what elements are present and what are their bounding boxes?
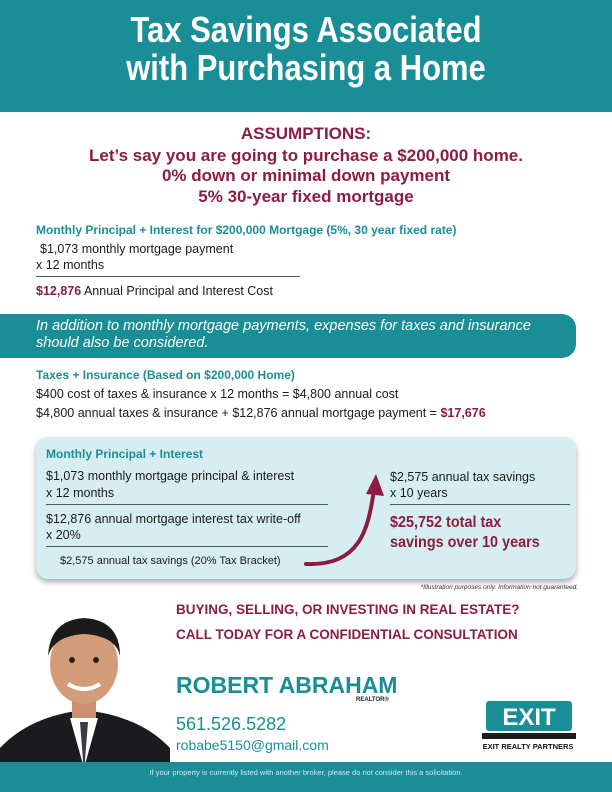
- calc-line-savings: $2,575 annual tax savings (20% Tax Bracket): [60, 555, 281, 567]
- cta-line-1: BUYING, SELLING, OR INVESTING IN REAL ESTATE?: [176, 602, 520, 617]
- calc-line-percent: x 20%: [46, 528, 81, 542]
- calc-right-years: x 10 years: [390, 486, 448, 500]
- mortgage-line-payment: $1,073 monthly mortgage payment: [40, 242, 234, 256]
- mortgage-heading: Monthly Principal + Interest for $200,000 Mortgage (5%, 30 year fixed rate): [36, 223, 457, 237]
- assumption-down-payment: 0% down or minimal down payment: [161, 166, 451, 185]
- mortgage-line-months: x 12 months: [36, 258, 105, 272]
- agent-name: ROBERT ABRAHAM: [176, 672, 398, 698]
- footer-bar: [0, 762, 612, 792]
- total-savings-result: [390, 513, 552, 553]
- logo-mark: EXIT: [502, 704, 556, 731]
- taxes-heading: Taxes + Insurance (Based on $200,000 Home): [36, 368, 295, 382]
- calc-right-savings: $2,575 annual tax savings: [390, 470, 536, 484]
- assumption-mortgage-type: 5% 30-year fixed mortgage: [198, 187, 414, 206]
- calc-right-divider: [390, 504, 570, 505]
- page-title: [43, 10, 569, 88]
- taxes-total-value: $17,676: [440, 406, 486, 420]
- assumption-price: Let’s say you are going to purchase a $200,000 home.: [89, 146, 523, 165]
- agent-title: REALTOR®: [356, 697, 389, 703]
- mortgage-total-value: $12,876: [36, 284, 82, 298]
- mortgage-divider: [36, 276, 300, 277]
- logo-company-name: EXIT REALTY PARTNERS: [482, 742, 574, 751]
- footer-notice: If your property is currently listed with another broker, please do not consider this a solicitation.: [149, 768, 463, 777]
- calc-divider-1: [46, 504, 328, 505]
- assumptions-heading: ASSUMPTIONS:: [240, 124, 372, 143]
- taxes-line-annual: $400 cost of taxes & insurance x 12 months = $4,800 annual cost: [36, 387, 399, 401]
- title-line-2: with Purchasing a Home: [126, 47, 486, 88]
- calc-heading: Monthly Principal + Interest: [46, 447, 204, 461]
- agent-email[interactable]: robabe5150@gmail.com: [176, 737, 329, 753]
- mortgage-total-label: Annual Principal and Interest Cost: [81, 284, 273, 298]
- cta-line-2: CALL TODAY FOR A CONFIDENTIAL CONSULTATION: [176, 627, 518, 642]
- taxes-total-prefix: $4,800 annual taxes & insurance + $12,876 annual mortgage payment =: [36, 406, 441, 420]
- info-banner-text: In addition to monthly mortgage payments, expenses for taxes and insurance should also be considered.: [36, 318, 531, 351]
- calc-divider-2: [46, 546, 328, 547]
- illustration-disclaimer: *Illustration purposes only. Information not guaranteed.: [420, 584, 578, 591]
- growth-arrow-icon: [300, 468, 396, 572]
- result-line-1: $25,752 total tax: [390, 514, 502, 531]
- result-line-2: savings over 10 years: [390, 534, 540, 551]
- taxes-line-total: [36, 406, 486, 420]
- title-line-1: Tax Savings Associated: [130, 9, 482, 50]
- calc-line-monthly: $1,073 monthly mortgage principal & interest: [46, 469, 295, 483]
- agent-phone[interactable]: 561.526.5282: [176, 714, 287, 734]
- calc-line-writeoff: $12,876 annual mortgage interest tax write-off: [46, 512, 301, 526]
- mortgage-total: [36, 284, 273, 298]
- calc-line-months: x 12 months: [46, 486, 115, 500]
